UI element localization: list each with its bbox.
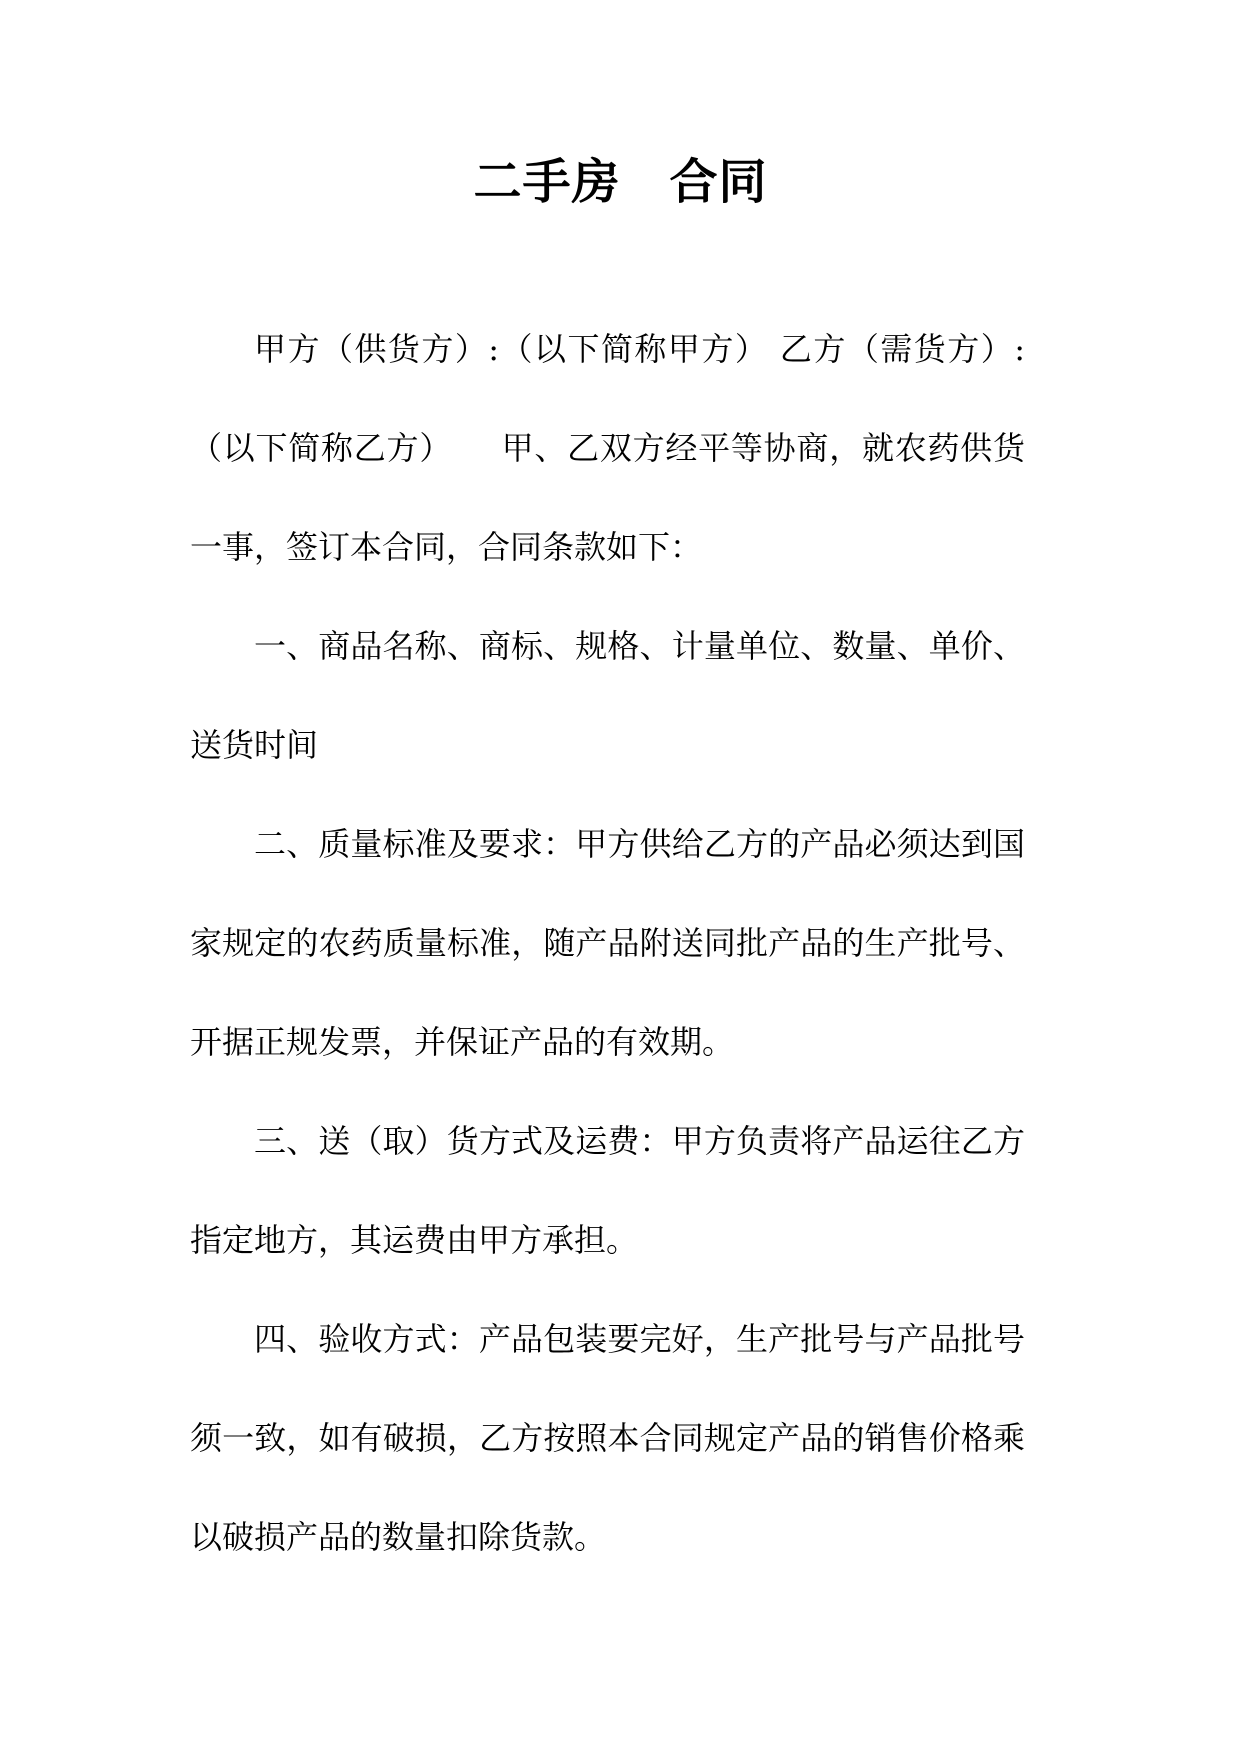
- document-title: 二手房 合同: [473, 154, 768, 210]
- paragraph-clause-1: 一、商品名称、商标、规格、计量单位、数量、单价、送货时间: [190, 627, 1025, 764]
- document-body: [190, 300, 1025, 1587]
- paragraph-clause-4: 四、验收方式：产品包装要完好，生产批号与产品批号须一致，如有破损，乙方按照本合同规定产品的销售价格乘以破损产品的数量扣除货款。: [190, 1320, 1025, 1556]
- paragraph-parties: 甲方（供货方）:（以下简称甲方） 乙方（需货方）:（以下简称乙方） 甲、乙双方经平等协商，就农药供货一事，签订本合同，合同条款如下：: [190, 330, 1025, 566]
- paragraph-clause-3: 三、送（取）货方式及运费：甲方负责将产品运往乙方指定地方，其运费由甲方承担。: [190, 1122, 1025, 1259]
- paragraph-clause-2: 二、质量标准及要求：甲方供给乙方的产品必须达到国家规定的农药质量标准，随产品附送同批产品的生产批号、开据正规发票，并保证产品的有效期。: [190, 825, 1025, 1061]
